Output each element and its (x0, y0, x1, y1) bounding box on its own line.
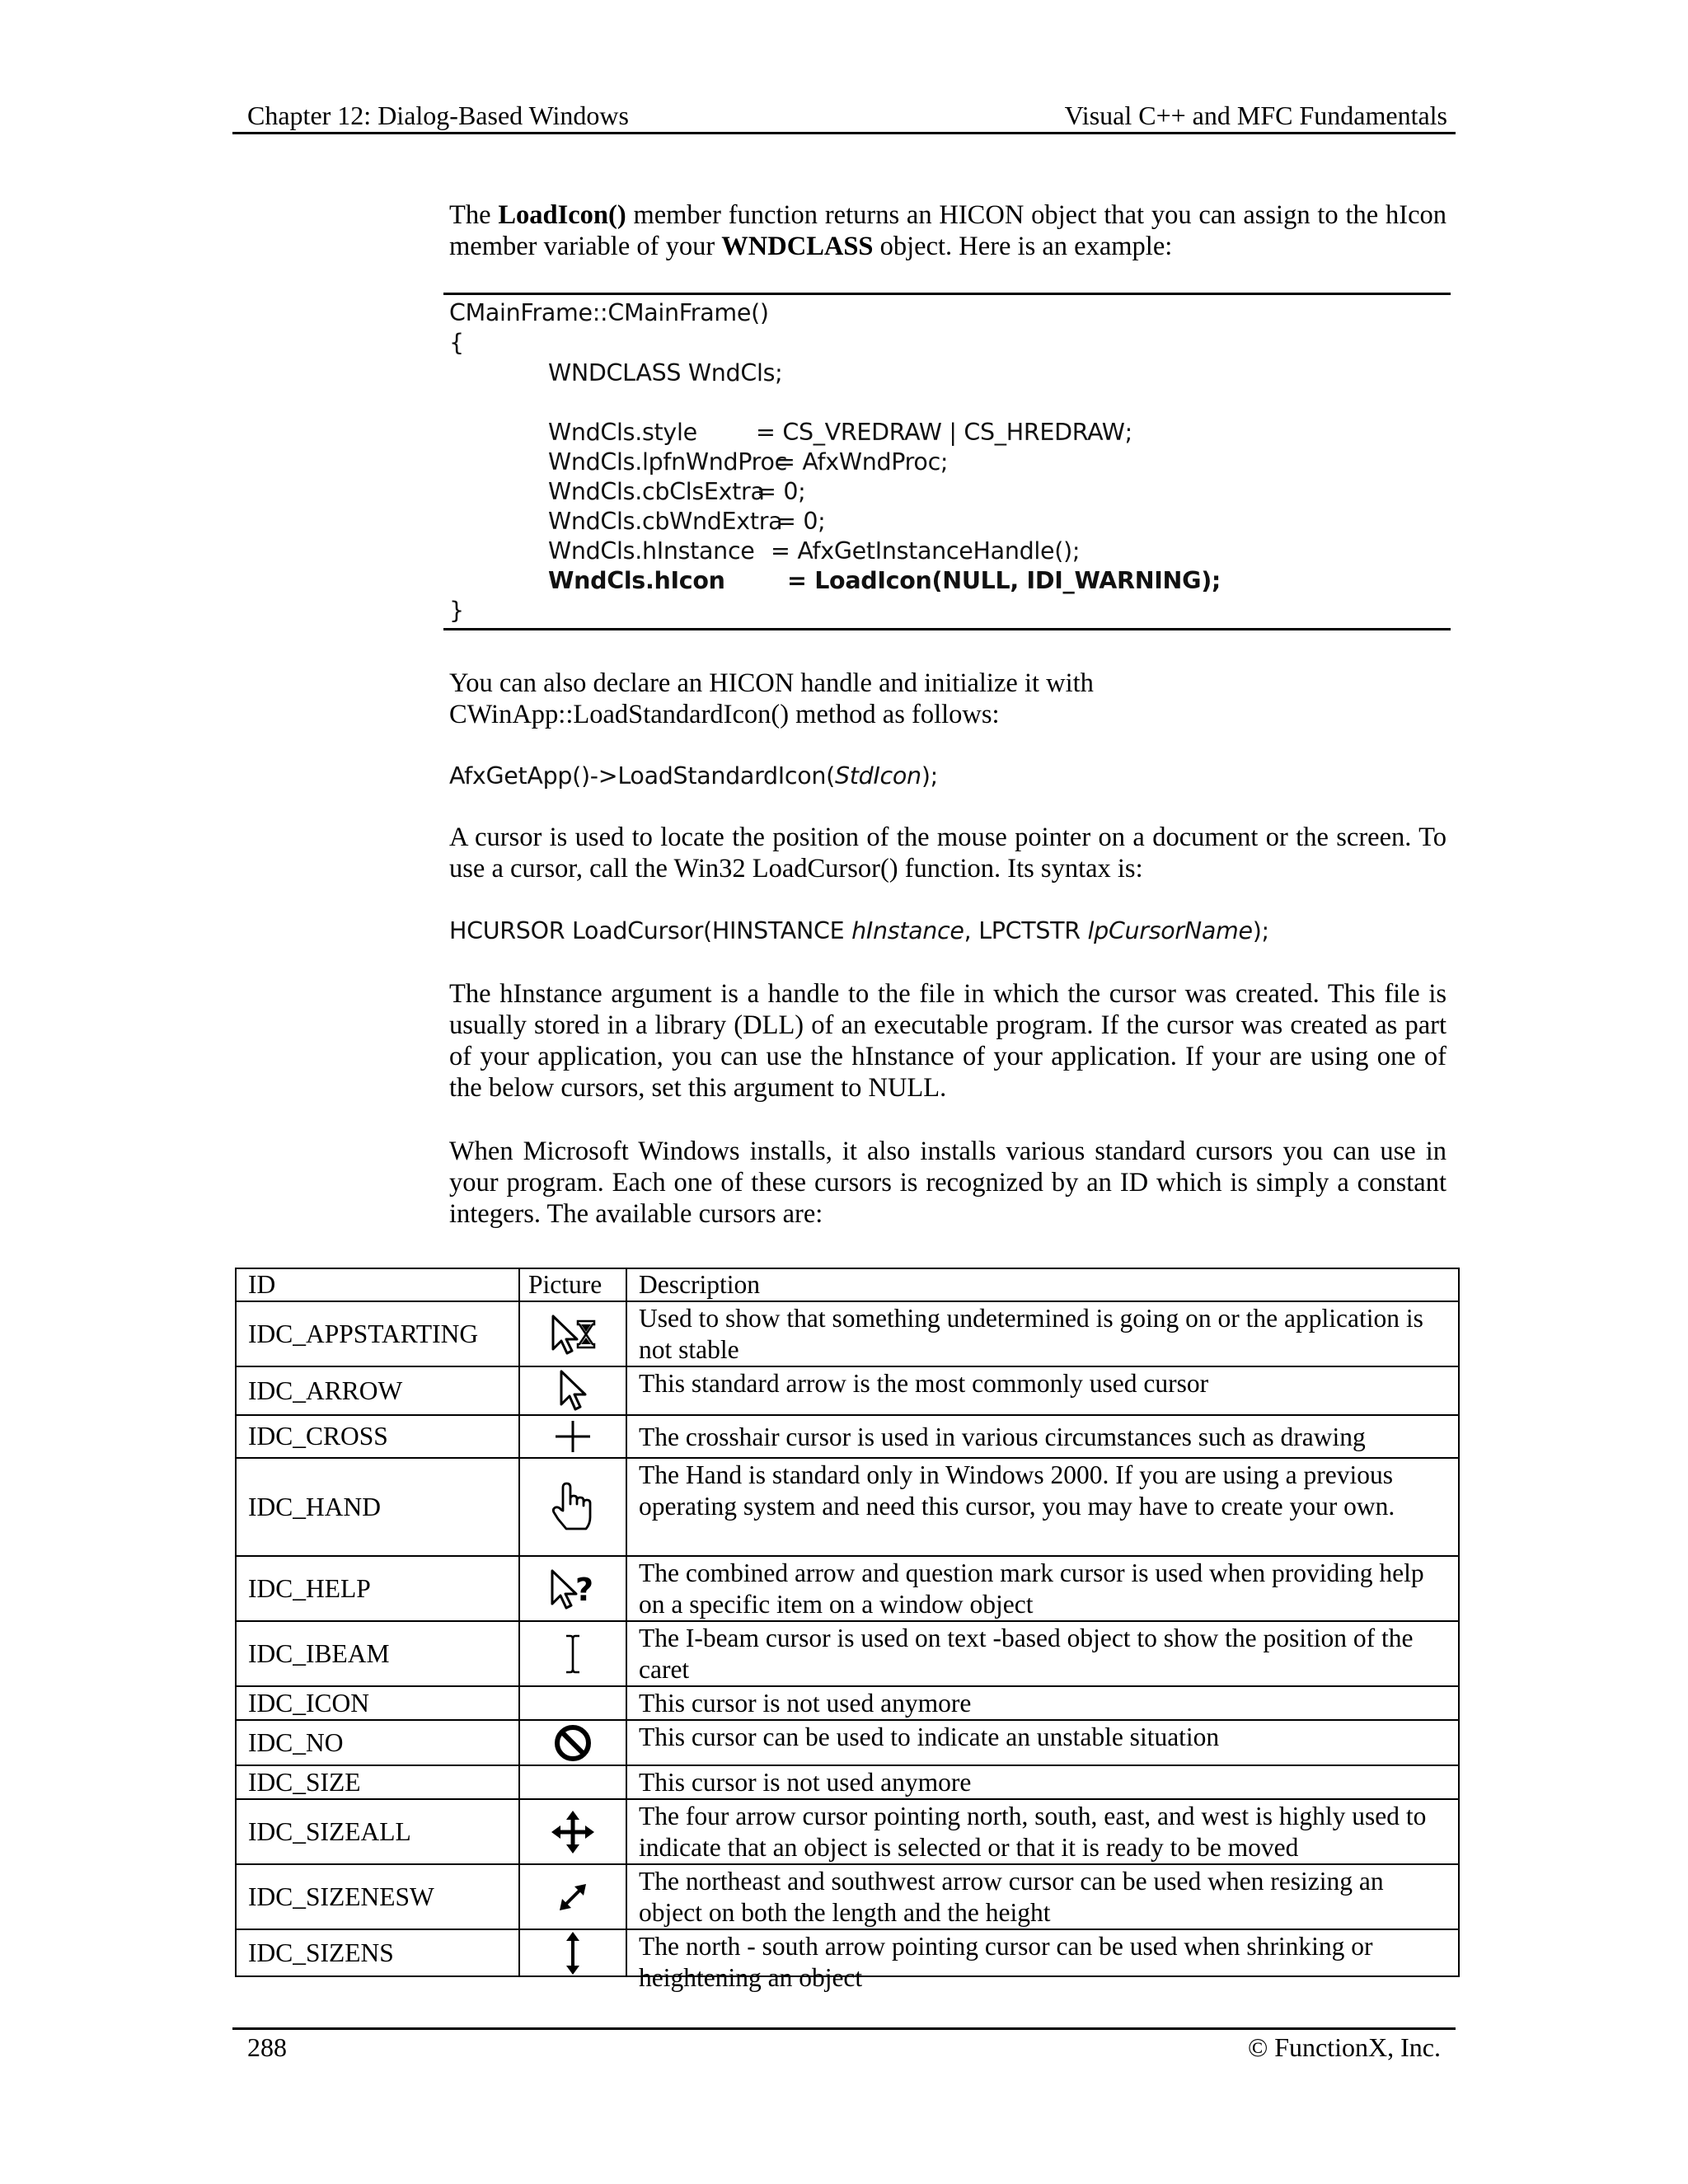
table-row (236, 1458, 1459, 1556)
cursor-description: The four arrow cursor pointing north, south, east, and west is highly used to indicate that an object is selected or that it is ready to be moved (626, 1799, 1459, 1864)
cursor-picture (519, 1720, 626, 1765)
cursor-id: IDC_CROSS (236, 1415, 519, 1458)
table-header-row (236, 1268, 1459, 1301)
table-row (236, 1686, 1459, 1720)
cursor-id: IDC_IBEAM (236, 1621, 519, 1686)
intro-paragraph: The LoadIcon() member function returns an HICON object that you can assign to the hIcon member variable of your WNDCLASS object. Here is an example: (449, 200, 1447, 261)
cursor-picture (519, 1799, 626, 1864)
code-assign-name: WndCls.hIcon (548, 567, 725, 594)
standard-cursors-paragraph: When Microsoft Windows installs, it also installs various standard cursors you can use in your program. Each one of these cursors is recognized by an ID which is simply a constant integers. The available cursors are: (449, 1137, 1447, 1229)
arrow-question-icon (547, 1566, 598, 1612)
cursor-description: The combined arrow and question mark cursor is used when providing help on a specific item on a window object (626, 1556, 1459, 1621)
copyright: © FunctionX, Inc. (1247, 2032, 1441, 2062)
load-cursor-syntax: HCURSOR LoadCursor(HINSTANCE hInstance, LPCTSTR lpCursorName); (449, 917, 1269, 944)
code-block-bottom-rule (443, 628, 1451, 630)
cursor-description: The crosshair cursor is used in various circumstances such as drawing (626, 1415, 1459, 1458)
table-row (236, 1720, 1459, 1765)
cursor-description: This standard arrow is the most commonly used cursor (626, 1366, 1459, 1415)
table-row (236, 1301, 1459, 1366)
cursor-picture (519, 1366, 626, 1415)
code-close-brace: } (449, 597, 464, 624)
cursor-table (235, 1268, 1460, 1992)
cursor-description (626, 1929, 1459, 1992)
table-row (236, 1765, 1459, 1799)
table-row (236, 1556, 1459, 1621)
cursor-description: This cursor is not used anymore (626, 1686, 1459, 1720)
running-header-left: Chapter 12: Dialog-Based Windows (247, 101, 629, 130)
cursor-id: IDC_APPSTARTING (236, 1301, 519, 1366)
svg-text:?: ? (575, 1571, 594, 1608)
hicon-paragraph (449, 668, 1447, 730)
cursor-description: This cursor is not used anymore (626, 1765, 1459, 1799)
cursor-description: This cursor can be used to indicate an unstable situation (626, 1720, 1459, 1765)
cursor-picture (519, 1765, 626, 1799)
code-assign-value: = LoadIcon(NULL, IDI_WARNING); (787, 567, 1221, 594)
cursor-id: IDC_SIZENESW (236, 1864, 519, 1929)
table-row (236, 1799, 1459, 1864)
footer-rule (232, 2027, 1456, 2030)
table-row (236, 1621, 1459, 1686)
table-row (236, 1366, 1459, 1415)
cursor-id: IDC_ARROW (236, 1366, 519, 1415)
code-assign-name: WndCls.style (548, 419, 697, 446)
code-block-top-rule (443, 293, 1451, 295)
code-line-constructor: CMainFrame::CMainFrame() (449, 299, 769, 326)
no-symbol-icon (551, 1723, 594, 1763)
column-header: ID (236, 1268, 519, 1301)
cursor-picture (519, 1458, 626, 1556)
four-arrow-icon (551, 1810, 595, 1854)
cursor-id: IDC_NO (236, 1720, 519, 1765)
cursor-picture (519, 1864, 626, 1929)
vertical-arrow-icon (560, 1931, 585, 1975)
code-assign-value: = AfxGetInstanceHandle(); (771, 537, 1081, 565)
cursor-paragraph: A cursor is used to locate the position of the mouse pointer on a document or the screen. To use a cursor, call the Win32 LoadCursor() function. Its syntax is: (449, 823, 1447, 883)
arrow-cursor-icon (556, 1368, 589, 1414)
ibeam-icon (560, 1633, 585, 1675)
cursor-id: IDC_ICON (236, 1686, 519, 1720)
column-header: Picture (519, 1268, 626, 1301)
table-row (236, 1929, 1459, 1976)
running-header-right: Visual C++ and MFC Fundamentals (1064, 101, 1447, 130)
hicon-paragraph-line: CWinApp::LoadStandardIcon() method as follows: (449, 700, 1000, 729)
header-rule (232, 132, 1456, 134)
load-standard-icon-code: AfxGetApp()->LoadStandardIcon(StdIcon); (449, 762, 938, 790)
cursor-picture (519, 1301, 626, 1366)
code-assign-name: WndCls.hInstance (548, 537, 755, 565)
cursor-id: IDC_SIZENS (236, 1929, 519, 1976)
code-assign-value: = AfxWndProc; (776, 448, 949, 476)
cursor-description-clipped: The north - south arrow pointing cursor can be used when shrinking or heightening an object (639, 1932, 1373, 1992)
cursor-id: IDC_HAND (236, 1458, 519, 1556)
cursor-picture (519, 1929, 626, 1976)
code-assign-value: = CS_VREDRAW | CS_HREDRAW; (756, 419, 1132, 446)
cursor-picture (519, 1556, 626, 1621)
page-number: 288 (247, 2032, 287, 2062)
cursor-picture (519, 1621, 626, 1686)
cursor-id: IDC_HELP (236, 1556, 519, 1621)
code-assign-name: WndCls.lpfnWndProc (548, 448, 787, 476)
cursor-picture (519, 1686, 626, 1720)
cursor-id: IDC_SIZE (236, 1765, 519, 1799)
column-header: Description (626, 1268, 1459, 1301)
table-row (236, 1415, 1459, 1458)
cursor-description: The Hand is standard only in Windows 2000. If you are using a previous operating system and need this cursor, you may have to create your own. (626, 1458, 1459, 1556)
hicon-paragraph-line: You can also declare an HICON handle and initialize it with (449, 668, 1094, 698)
table-row (236, 1864, 1459, 1929)
cursor-description: The I-beam cursor is used on text -based object to show the position of the caret (626, 1621, 1459, 1686)
cursor-picture (519, 1415, 626, 1458)
hinstance-paragraph: The hInstance argument is a handle to the file in which the cursor was created. This file is usually stored in a library (DLL) of an executable program. If the cursor was created as part of your application, you can use the hInstance of your application. If your are using one of the below cursors, set this argument to NULL. (449, 979, 1447, 1103)
crosshair-icon (552, 1419, 593, 1454)
code-assign-name: WndCls.cbClsExtra (548, 478, 765, 505)
code-assign-value: = 0; (776, 508, 826, 535)
arrow-hourglass-icon (548, 1311, 598, 1357)
cursor-id: IDC_SIZEALL (236, 1799, 519, 1864)
code-assign-value: = 0; (757, 478, 806, 505)
diagonal-arrow-icon (555, 1879, 591, 1915)
hand-icon (551, 1481, 594, 1534)
cursor-description: The northeast and southwest arrow cursor can be used when resizing an object on both the length and the height (626, 1864, 1459, 1929)
code-line-decl: WNDCLASS WndCls; (548, 359, 783, 387)
code-open-brace: { (449, 329, 464, 356)
code-assign-name: WndCls.cbWndExtra (548, 508, 783, 535)
code-block (449, 298, 1438, 628)
cursor-description: Used to show that something undetermined is going on or the application is not stable (626, 1301, 1459, 1366)
